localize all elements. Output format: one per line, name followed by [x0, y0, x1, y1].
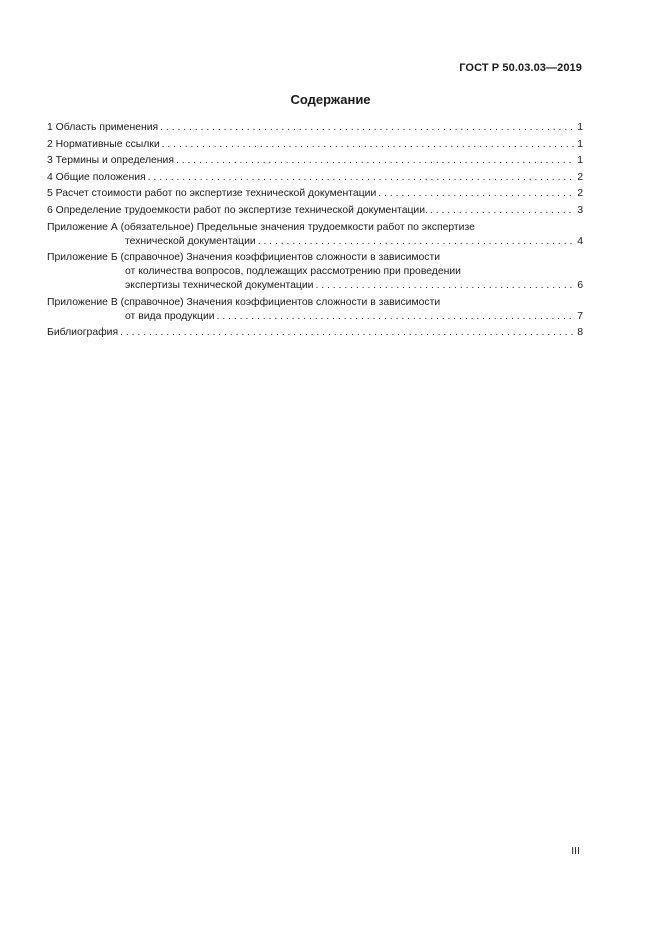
toc-entry[interactable] [47, 326, 583, 340]
toc-title: Содержание [290, 92, 371, 107]
toc-entry[interactable] [47, 296, 583, 324]
toc-entry[interactable] [47, 138, 583, 152]
toc-entry-page: 2 [577, 188, 583, 200]
toc-leader-dots [176, 154, 575, 168]
toc-entry-text: от количества вопросов, подлежащих рассмотрению при проведении [125, 266, 461, 278]
toc-entry-page: 7 [577, 310, 583, 322]
toc-entry[interactable] [47, 171, 583, 185]
toc-leader-dots [378, 187, 575, 201]
toc-entry-page: 1 [577, 138, 583, 150]
toc-entry[interactable] [47, 204, 583, 218]
table-of-contents [47, 121, 583, 343]
toc-entry-text: Приложение В (справочное) Значения коэффициентов сложности в зависимости [47, 296, 441, 308]
toc-entry[interactable] [47, 221, 583, 249]
toc-entry-text: Приложение А (обязательное) Предельные значения трудоемкости работ по экспертизе [47, 221, 475, 233]
toc-entry-page: 8 [577, 327, 583, 339]
toc-entry-text: 5 Расчет стоимости работ по экспертизе технической документации [47, 188, 377, 200]
toc-entry-page: 1 [577, 122, 583, 133]
toc-entry-text: от вида продукции [125, 310, 215, 322]
toc-leader-dots [148, 171, 576, 185]
toc-entry-page: 2 [577, 171, 583, 183]
toc-entry-text: 3 Термины и определения [47, 155, 174, 167]
toc-leader-dots [217, 310, 576, 324]
toc-entry-text: 4 Общие положения [47, 171, 146, 183]
page-number: III [571, 845, 580, 857]
toc-entry-page: 4 [577, 235, 583, 247]
toc-entry-page: 1 [577, 155, 583, 167]
toc-entry-text: Приложение Б (справочное) Значения коэффициентов сложности в зависимости [47, 252, 441, 264]
toc-leader-dots [120, 326, 575, 340]
toc-entry[interactable] [47, 187, 583, 201]
toc-entry-text: 2 Нормативные ссылки [47, 138, 160, 150]
toc-entry-text: экспертизы технической документации [125, 280, 314, 292]
toc-entry-page: 6 [577, 280, 583, 292]
toc-entry-text: 6 Определение трудоемкости работ по экспертизе технической документации. [47, 204, 428, 216]
toc-entry-text: 1 Область применения [47, 122, 159, 133]
toc-leader-dots [258, 235, 576, 249]
toc-entry[interactable] [47, 251, 583, 293]
toc-entry[interactable] [47, 154, 583, 168]
toc-entry-text: Библиография [47, 327, 119, 339]
toc-entry-text: технической документации [125, 235, 256, 247]
toc-entry[interactable] [47, 121, 583, 135]
toc-entry-page: 3 [577, 204, 583, 216]
toc-leader-dots [315, 279, 575, 293]
toc-leader-dots [160, 121, 575, 135]
toc-leader-dots [162, 138, 576, 152]
document-code: ГОСТ Р 50.03.03—2019 [459, 62, 582, 74]
toc-leader-dots [430, 204, 575, 218]
